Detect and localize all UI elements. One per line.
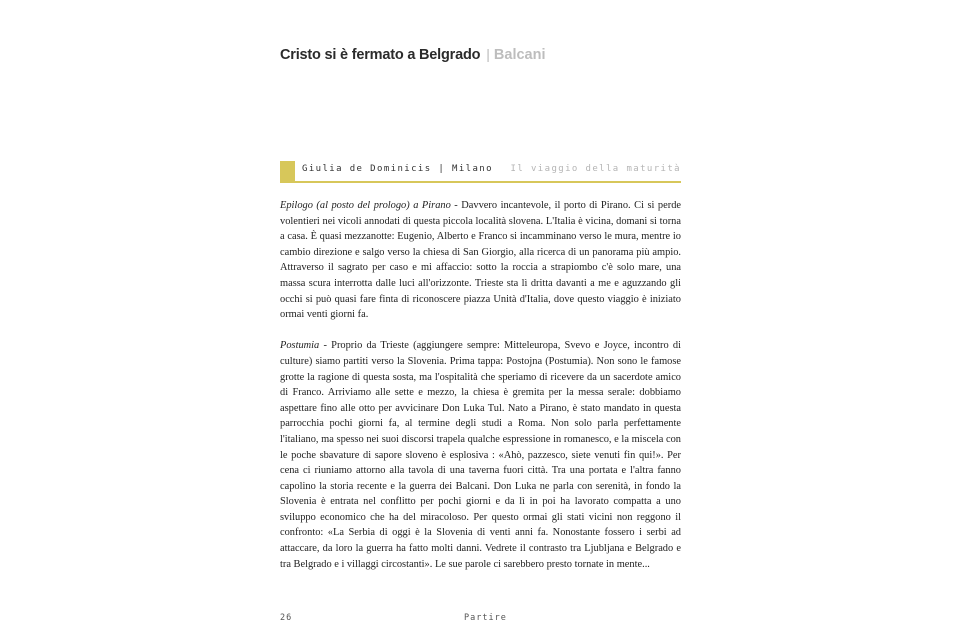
paragraph-text: - Proprio da Trieste (aggiungere sempre: Mitteleuropa, Svevo e Joyce, incontro di culture) siamo partiti verso la Slovenia. Prima tappa: Postojna (Postumia). Non sono le famose grotte la ragione di questa sosta, ma l'ospitalità che speriamo di ricevere da un sacerdote amico di Franco. Arriviamo alle sette e mezzo, la chiesa è gremita per la messa serale: dobbiamo aspettare fino alle otto per avvicinare Don Luka Tul. Nato a Pirano, è stato mandato in questa parrocchia pochi giorni fa, al termine degli studi a Roma. Non solo parla perfettamente l'italiano, ma spesso nei suoi discorsi trapela qualche espressione in romanesco, e la miscela con le poche sbavature di sapore sloveno è esplosiva : «Ahò, pazzesco, siete venuti fin qui!». Per cena ci riuniamo attorno alla tavola di una taverna fuori città. Tra una portata e l'altra fanno capolino la storia recente e la guerra dei Balcani. Don Luka ne parla con serenità, in fondo la Slovenia è entrata nel conflitto per pochi giorni e da lì in poi ha lavorato compatta a uno sviluppo economico che ha del miracoloso. Per questo ormai gli stati vicini non reggono il confronto: «La Serbia di oggi è la Slovenia di venti anni fa. Nonostante fossero i serbi ad attaccare, da loro la guerra ha fatto molti danni. Vedrete il contrasto tra Ljubljana e Belgrado e tra Belgrado e i villaggi circostanti». Le sue parole ci sarebbero presto tornate in mente... <box>280 340 681 570</box>
article-header-bar <box>280 161 681 183</box>
running-head-separator: | <box>486 46 490 62</box>
author-line: Giulia de Dominicis | Milano <box>302 164 493 174</box>
book-title: Cristo si è fermato a Belgrado <box>280 47 481 63</box>
running-head <box>280 46 546 64</box>
footer-section-name: Partire <box>464 613 507 623</box>
paragraph-lead: Postumia <box>280 340 320 352</box>
paragraph-text: - Davvero incantevole, il porto di Pirano. Ci si perde volentieri nei vicoli annodati di questa piccola località slovena. L'Italia è vicina, domani si torna a casa. È quasi mezzanotte: Eugenio, Alberto e Franco si incamminano verso le mura, mentre io cambio direzione e salgo verso la chiesa di San Giorgio, alla ricerca di un panorama più ampio. Attraverso il sagrato per caso e mi affaccio: sotto la roccia a strapiombo c'è solo mare, una massa scura interrotta dalle luci all'orizzonte. Trieste sta lì dritta davanti a me e aguzzando gli occhi si può quasi fare finta di riconoscere piazza Unità d'Italia, dove questo viaggio è iniziato ormai venti giorni fa. <box>280 200 682 321</box>
page-number: 26 <box>280 613 293 623</box>
paragraph-postumia <box>280 338 681 572</box>
article-title: Il viaggio della maturità <box>510 164 681 174</box>
paragraph-pirano <box>280 198 681 323</box>
paragraph-lead: Epilogo (al posto del prologo) a Pirano <box>280 200 451 211</box>
accent-square <box>280 161 295 181</box>
chapter-name: Balcani <box>493 47 546 63</box>
article-body <box>280 198 681 588</box>
